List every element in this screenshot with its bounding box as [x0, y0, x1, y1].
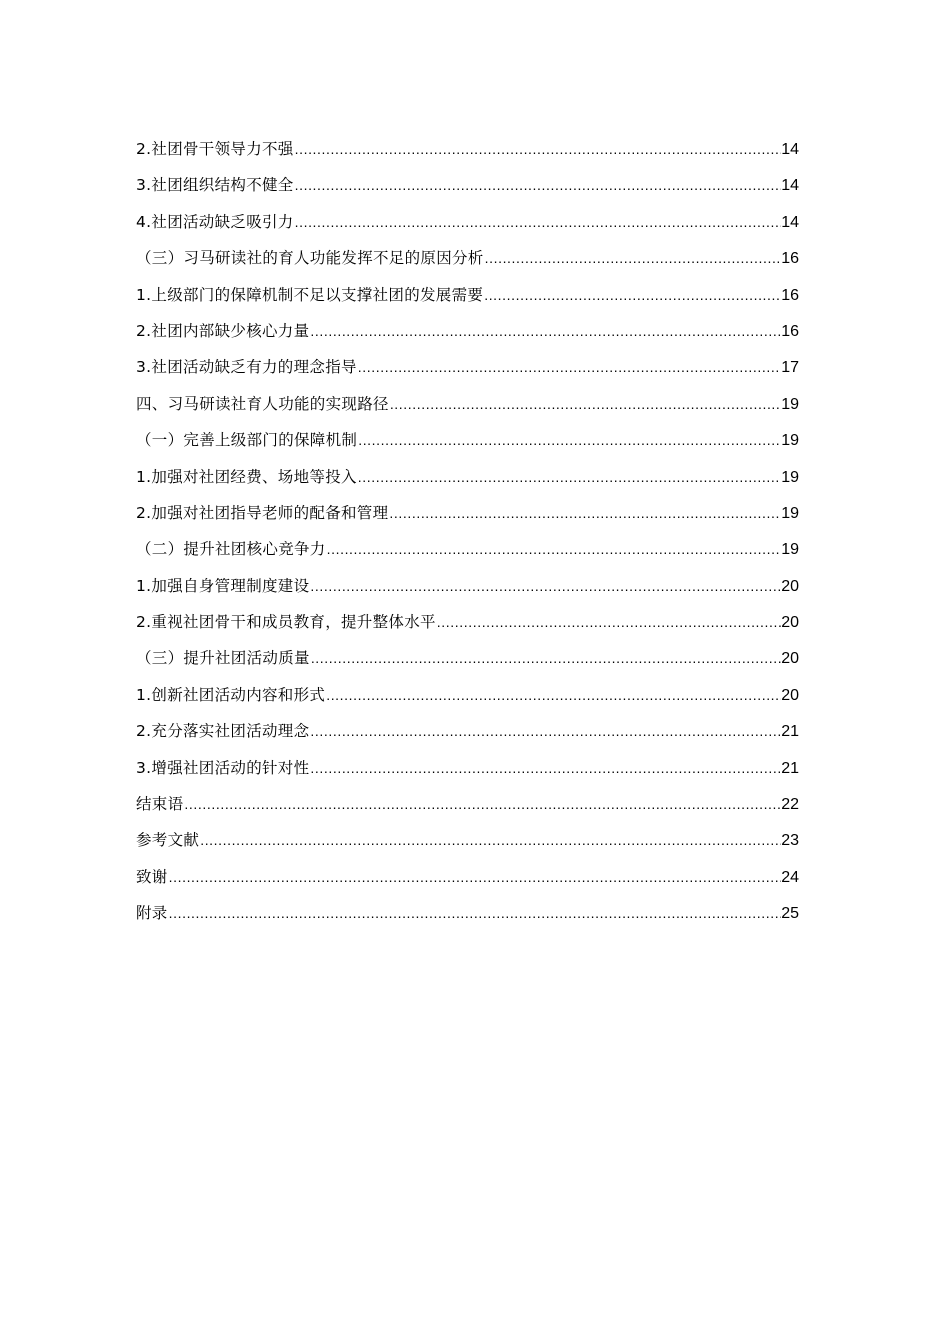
toc-entry-title: 1.加强对社团经费、场地等投入	[136, 467, 357, 486]
toc-entry[interactable]	[136, 750, 799, 786]
toc-dot-leader	[388, 495, 781, 531]
toc-dot-leader	[309, 313, 781, 349]
toc-entry-title: 1.上级部门的保障机制不足以支撑社团的发展需要	[136, 285, 484, 304]
toc-dot-leader	[357, 349, 781, 385]
toc-dot-leader	[483, 277, 781, 313]
toc-entry[interactable]	[136, 822, 799, 858]
toc-entry[interactable]	[136, 422, 799, 458]
toc-entry[interactable]	[136, 131, 799, 167]
toc-entry[interactable]	[136, 240, 799, 276]
toc-entry[interactable]	[136, 568, 799, 604]
toc-dot-leader	[484, 240, 782, 276]
toc-entry[interactable]	[136, 531, 799, 567]
toc-entry-title: 参考文献	[136, 831, 200, 850]
toc-entry[interactable]	[136, 786, 799, 822]
table-of-contents	[136, 131, 799, 932]
toc-entry-title: 3.增强社团活动的针对性	[136, 758, 310, 777]
toc-entry-title: （二）提升社团核心竞争力	[136, 540, 326, 559]
toc-dot-leader	[294, 204, 782, 240]
toc-dot-leader	[310, 640, 781, 676]
toc-page-number: 19	[781, 468, 799, 486]
toc-page-number: 17	[781, 359, 799, 377]
toc-entry-title: 2.社团内部缺少核心力量	[136, 321, 310, 340]
toc-entry-title: 附录	[136, 904, 168, 923]
toc-entry-title: 3.社团活动缺乏有力的理念指导	[136, 358, 357, 377]
toc-page-number: 21	[781, 759, 799, 777]
toc-entry-title: 2.充分落实社团活动理念	[136, 722, 310, 741]
toc-dot-leader	[294, 167, 782, 203]
toc-page-number: 22	[781, 796, 799, 814]
toc-page-number: 19	[781, 432, 799, 450]
toc-dot-leader	[357, 459, 781, 495]
toc-page-number: 19	[781, 395, 799, 413]
toc-entry-title: 结束语	[136, 795, 184, 814]
toc-page-number: 19	[781, 504, 799, 522]
toc-entry[interactable]	[136, 495, 799, 531]
toc-page-number: 21	[781, 723, 799, 741]
toc-entry-title: 2.社团骨干领导力不强	[136, 140, 294, 158]
toc-page-number: 20	[781, 577, 799, 595]
toc-page-number: 19	[781, 541, 799, 559]
toc-entry[interactable]	[136, 640, 799, 676]
toc-dot-leader	[294, 131, 782, 167]
toc-entry[interactable]	[136, 859, 799, 895]
toc-dot-leader	[357, 422, 781, 458]
toc-entry[interactable]	[136, 895, 799, 931]
toc-dot-leader	[325, 677, 781, 713]
toc-page-number: 20	[781, 650, 799, 668]
toc-entry[interactable]	[136, 167, 799, 203]
toc-dot-leader	[168, 859, 782, 895]
toc-page-number: 24	[781, 868, 799, 886]
toc-entry-title: 2.重视社团骨干和成员教育，提升整体水平	[136, 613, 436, 632]
toc-page-number: 25	[781, 905, 799, 923]
toc-dot-leader	[199, 822, 781, 858]
toc-entry-title: 1.创新社团活动内容和形式	[136, 685, 326, 704]
toc-entry[interactable]	[136, 204, 799, 240]
toc-entry-title: 四、习马研读社育人功能的实现路径	[136, 394, 389, 413]
toc-entry-title: 致谢	[136, 867, 168, 886]
toc-entry-title: 2.加强对社团指导老师的配备和管理	[136, 503, 389, 522]
toc-dot-leader	[183, 786, 781, 822]
toc-dot-leader	[309, 713, 781, 749]
toc-dot-leader	[389, 386, 781, 422]
toc-entry-title: 1.加强自身管理制度建设	[136, 576, 310, 595]
toc-entry-title: （三）提升社团活动质量	[136, 649, 310, 668]
toc-page-number: 14	[781, 177, 799, 195]
toc-page-number: 16	[781, 286, 799, 304]
toc-entry[interactable]	[136, 604, 799, 640]
toc-entry[interactable]	[136, 677, 799, 713]
toc-page-number: 23	[781, 832, 799, 850]
toc-page-number: 20	[781, 614, 799, 632]
toc-entry[interactable]	[136, 313, 799, 349]
toc-entry[interactable]	[136, 713, 799, 749]
toc-entry[interactable]	[136, 277, 799, 313]
toc-page-number: 14	[781, 141, 799, 158]
toc-entry[interactable]	[136, 349, 799, 385]
toc-entry-title: （一）完善上级部门的保障机制	[136, 431, 358, 450]
toc-entry[interactable]	[136, 386, 799, 422]
toc-dot-leader	[309, 750, 781, 786]
toc-page-number: 14	[781, 213, 799, 231]
toc-entry-title: 4.社团活动缺乏吸引力	[136, 212, 294, 231]
toc-page-number: 16	[781, 322, 799, 340]
toc-dot-leader	[168, 895, 782, 931]
toc-entry-title: 3.社团组织结构不健全	[136, 176, 294, 195]
toc-entry-title: （三）习马研读社的育人功能发挥不足的原因分析	[136, 249, 484, 268]
toc-entry[interactable]	[136, 459, 799, 495]
toc-page-number: 20	[781, 686, 799, 704]
toc-dot-leader	[436, 604, 781, 640]
toc-page-number: 16	[781, 250, 799, 268]
toc-dot-leader	[326, 531, 782, 567]
toc-dot-leader	[309, 568, 781, 604]
